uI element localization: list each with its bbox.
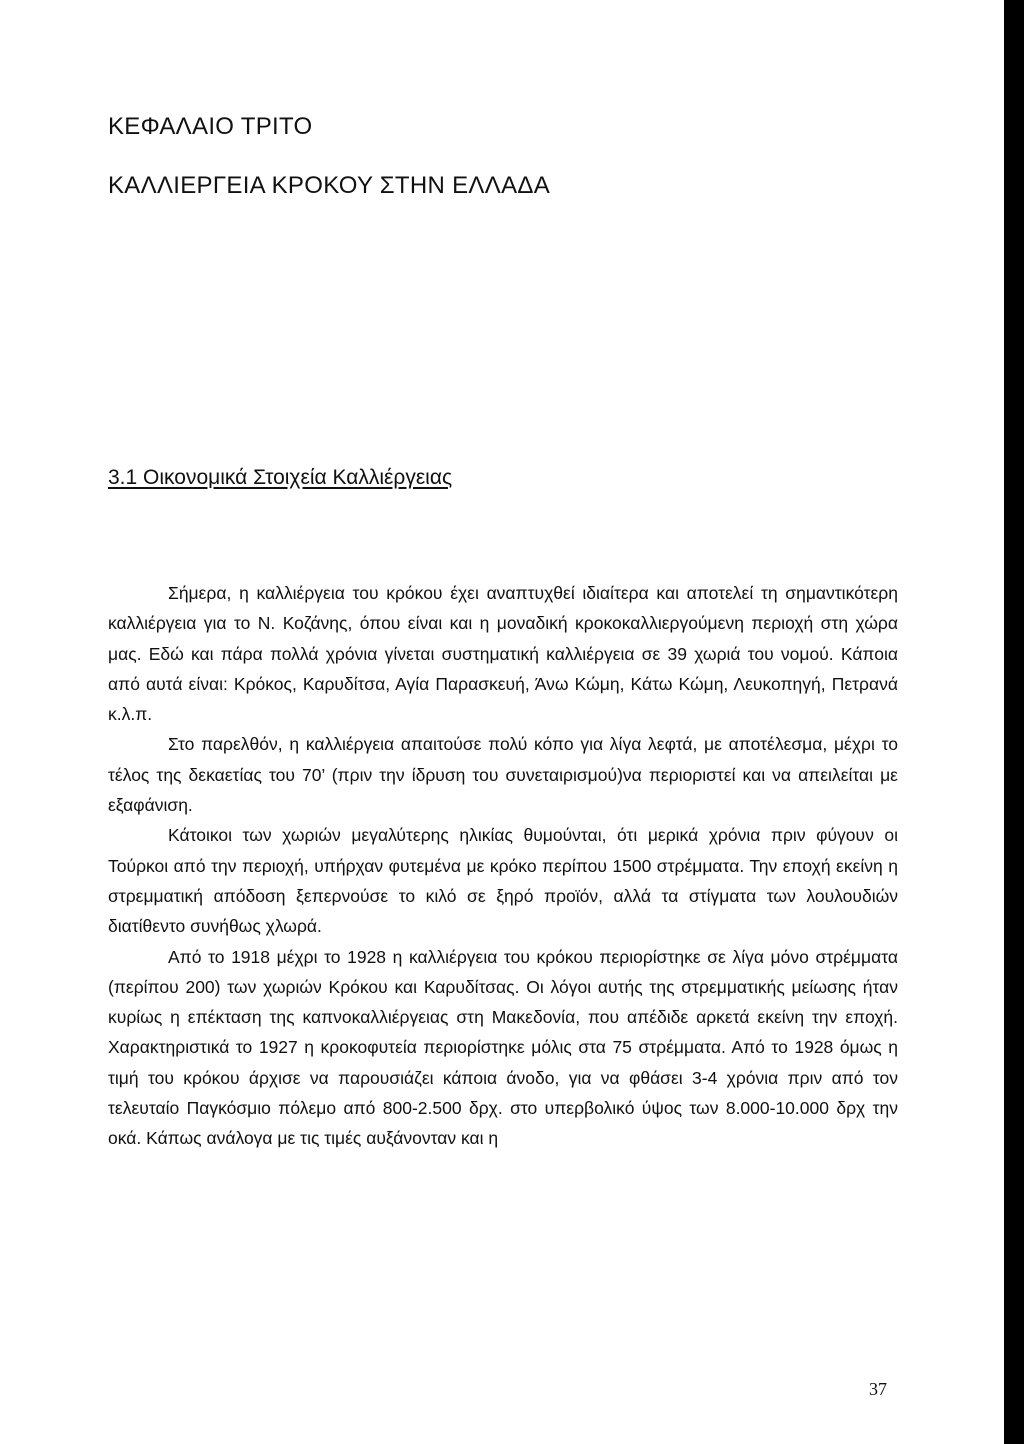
paragraph: Από το 1918 μέχρι το 1928 η καλλιέργεια του κρόκου περιορίστηκε σε λίγα μόνο στρέμματα (περίπου 200) των χωριών Κρόκου και Καρυδίτσας. Οι λόγοι αυτής της στρεμματικής μείωσης ήταν κυρίως η επέκταση της καπνοκαλλιέργειας στη Μακεδονία, που απέδιδε αρκετά εκείνη την εποχή. Χαρακτηριστικά το 1927 η κροκοφυτεία περιορίστηκε μόλις στα 75 στρέμματα. Από το 1928 όμως η τιμή του κρόκου άρχισε να παρουσιάζει κάποια άνοδο, για να φθάσει 3-4 χρόνια πριν από τον τελευταίο Παγκόσμιο πόλεμο από 800-2.500 δρχ. στο υπερβολικό ύψος των 8.000-10.000 δρχ την οκά. Κάπως ανάλογα με τις τιμές αυξάνονταν και η: [108, 946, 898, 1149]
chapter-label: ΚΕΦΑΛΑΙΟ ΤΡΙΤΟ: [108, 113, 313, 140]
body-text: [108, 578, 898, 1154]
page-number: 37: [869, 1379, 887, 1399]
scan-edge: [1004, 0, 1024, 1444]
chapter-title: ΚΑΛΛΙΕΡΓΕΙΑ ΚΡΟΚΟΥ ΣΤΗΝ ΕΛΛΑΔΑ: [108, 172, 551, 199]
section-heading: 3.1 Οικονομικά Στοιχεία Καλλιέργειας: [108, 466, 453, 489]
paragraph: Σήμερα, η καλλιέργεια του κρόκου έχει αναπτυχθεί ιδιαίτερα και αποτελεί τη σημαντικότερη καλλιέργεια για το Ν. Κοζάνης, όπου είναι και η μοναδική κροκοκαλλιεργούμενη περιοχή στη χώρα μας. Εδώ και πάρα πολλά χρόνια γίνεται συστηματική καλλιέργεια σε 39 χωριά του νομού. Κάποια από αυτά είναι: Κρόκος, Καρυδίτσα, Αγία Παρασκευή, Άνω Κώμη, Κάτω Κώμη, Λευκοπηγή, Πετρανά κ.λ.π.: [108, 583, 898, 725]
paragraph: Κάτοικοι των χωριών μεγαλύτερης ηλικίας θυμούνται, ότι μερικά χρόνια πριν φύγουν οι Τούρκοι από την περιοχή, υπήρχαν φυτεμένα με κρόκο περίπου 1500 στρέμματα. Την εποχή εκείνη η στρεμματική απόδοση ξεπερνούσε το κιλό σε ξηρό προϊόν, αλλά τα στίγματα των λουλουδιών διατίθεντο συνήθως χλωρά.: [108, 825, 898, 937]
paragraph: Στο παρελθόν, η καλλιέργεια απαιτούσε πολύ κόπο για λίγα λεφτά, με αποτέλεσμα, μέχρι το τέλος της δεκαετίας του 70’ (πριν την ίδρυση του συνεταιρισμού)να περιοριστεί και να απειλείται με εξαφάνιση.: [108, 734, 898, 816]
